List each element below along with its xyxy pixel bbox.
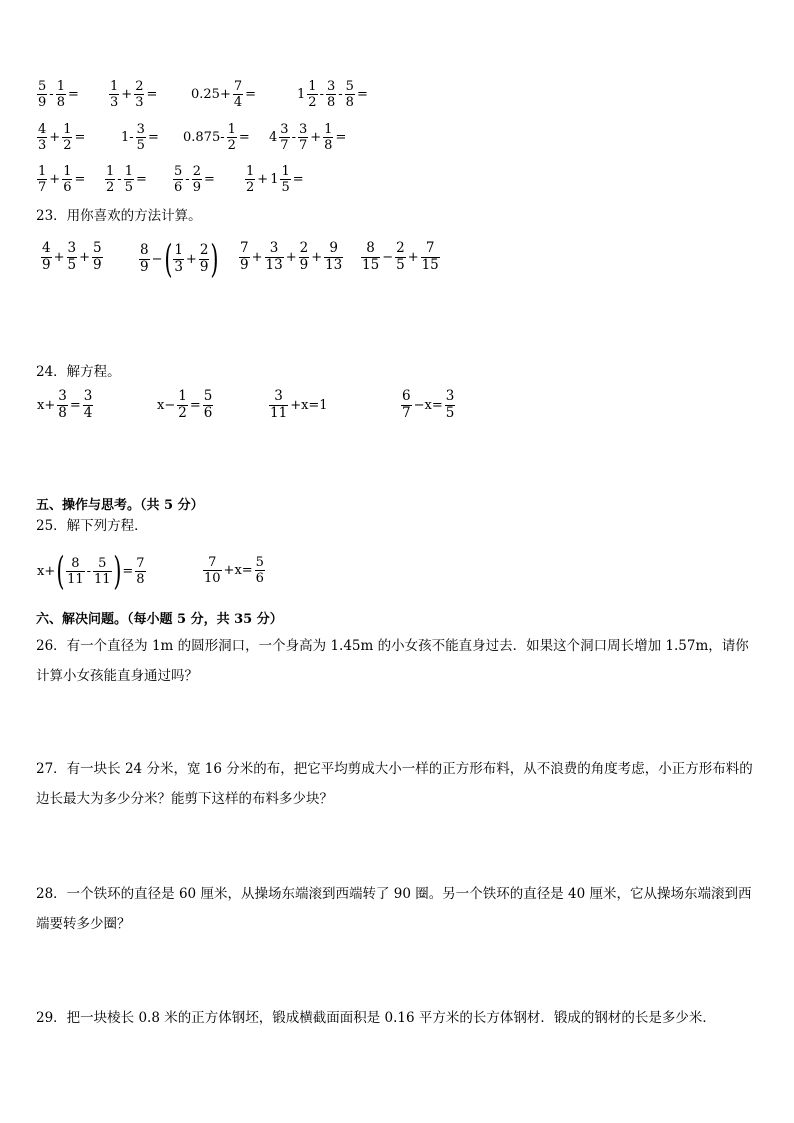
fraction [192,165,202,194]
calc-r1-2 [108,80,158,109]
operator: - [117,172,122,187]
denominator: 8 [58,404,67,421]
calc-r2-2 [120,123,160,152]
q24-equation-1 [36,390,94,420]
fraction [326,80,336,109]
operator: = [292,172,304,187]
numerator: 3 [298,122,308,137]
operator: − [151,251,163,267]
denominator: 2 [106,180,115,195]
numerator: 7 [136,555,145,571]
calc-r1-1 [36,80,80,109]
numerator: 1 [56,79,65,94]
denominator: 8 [345,95,354,110]
operator: = [67,87,79,102]
fraction [361,242,380,272]
denominator: 9 [93,256,102,273]
operator: + [49,130,61,145]
question-27: 27．有一块长 24 分米，宽 16 分米的布，把它平均剪成大小一样的正方形布料，从不浪费的角度考虑，小正方形布料的边长最大为多少分米？能剪下这样的布料多少块？ [36,761,753,807]
fraction [83,390,94,420]
fraction [109,80,119,109]
numerator: 3 [83,388,93,404]
fraction [280,165,290,194]
fraction [299,242,310,272]
operator: + [310,130,322,145]
denominator: 8 [56,95,65,110]
denominator: 13 [325,256,343,273]
numerator: 1 [110,79,119,94]
calc-r2-4 [268,123,347,152]
operator: = [147,130,159,145]
numerator: 7 [240,240,249,256]
numerator: 5 [98,555,107,571]
fraction [37,165,47,194]
numerator: 2 [199,242,209,258]
denominator: 9 [199,258,209,275]
numerator: 1 [174,242,183,258]
numerator: 8 [366,240,375,256]
numerator: 1 [178,388,187,404]
denominator: 6 [63,180,72,195]
numerator: 1 [63,122,72,137]
numerator: 3 [280,122,289,137]
fraction [324,242,343,272]
denominator: 3 [38,138,47,153]
fraction [67,242,78,272]
denominator: 5 [136,138,145,153]
operator: - [49,87,54,102]
q23-expr-2 [138,237,219,281]
numerator: 1 [63,164,72,179]
numerator: 3 [274,388,283,404]
denominator: 11 [94,571,111,587]
denominator: 6 [203,404,213,421]
operator: + [53,249,65,265]
denominator: 2 [227,138,236,153]
operator: + [257,172,269,187]
operator: 1 [270,172,279,187]
operator: = [245,87,257,102]
question-28: 28．一个铁环的直径是 60 厘米，从操场东端滚到西端转了 90 圈。另一个铁环的直径是 40 厘米，它从操场东端滚到西端要转多少圈？ [36,886,752,932]
fraction [233,80,243,109]
denominator: 2 [178,404,187,421]
denominator: 8 [324,138,333,153]
operator: − [382,249,394,265]
numerator: 3 [445,388,455,404]
numerator: 1 [38,164,47,179]
denominator: 15 [362,256,380,273]
numerator: 1 [227,122,236,137]
numerator: 5 [93,240,102,256]
numerator: 1 [281,164,290,179]
fraction [323,123,333,152]
numerator: 1 [106,164,115,179]
numerator: 1 [124,164,133,179]
operator: 0.25+ [191,87,231,102]
fraction [92,242,103,272]
numerator: 2 [299,240,309,256]
q24-equation-2 [156,390,214,420]
operator: + [185,251,197,267]
denominator: 8 [136,571,145,587]
operator: - [86,563,92,579]
q24-equation-4 [400,390,456,420]
denominator: 11 [270,404,288,421]
fraction [124,165,134,194]
denominator: 9 [192,180,201,195]
calc-r3-2 [104,165,148,194]
denominator: 9 [299,256,309,273]
numerator: 8 [140,242,149,258]
operator: 1 [297,87,306,102]
operator: x+ [37,397,56,413]
numerator: 7 [425,240,435,256]
numerator: 5 [174,164,183,179]
fraction [445,390,456,420]
operator: x− [157,397,176,413]
numerator: 6 [402,388,411,404]
fraction [265,242,284,272]
numerator: 2 [192,164,201,179]
numerator: 5 [38,79,47,94]
operator: = [69,397,81,413]
operator: + [49,172,61,187]
fraction [279,123,289,152]
denominator: 13 [265,256,283,273]
fraction [401,390,412,420]
calc-r3-3 [172,165,216,194]
denominator: 8 [326,95,336,110]
operator: = [122,563,134,579]
operator: +x=1 [290,397,328,413]
question-24-title: 24．解方程。 [36,364,121,380]
operator: = [74,130,86,145]
fraction [37,123,47,152]
fraction [203,390,214,420]
fraction [62,165,72,194]
denominator: 7 [402,404,411,421]
operator: 0.875- [183,130,225,145]
fraction [173,244,184,274]
q25-equation-1 [36,549,147,593]
operator: - [338,87,343,102]
operator: = [335,130,347,145]
numerator: 2 [396,240,405,256]
operator: 4 [269,130,278,145]
fraction [134,80,144,109]
operator: + [285,249,297,265]
denominator: 7 [280,138,289,153]
fraction [199,244,210,274]
operator: - [291,130,296,145]
denominator: 3 [135,95,144,110]
fraction [203,556,222,585]
numerator: 1 [324,122,333,137]
numerator: 3 [136,122,145,137]
q25-equation-2 [202,556,266,585]
left-paren: ( [163,237,172,281]
denominator: 9 [140,258,149,275]
denominator: 2 [63,138,72,153]
denominator: 5 [396,256,405,273]
operator: - [185,172,190,187]
calc-r2-3 [182,123,251,152]
question-23-title: 23．用你喜欢的方法计算。 [36,208,202,224]
right-paren: ) [210,237,219,281]
denominator: 5 [124,180,133,195]
denominator: 9 [38,95,47,110]
operator: + [311,249,323,265]
fraction [93,557,112,586]
operator: + [407,249,419,265]
numerator: 8 [71,555,80,571]
numerator: 3 [67,240,77,256]
calc-r3-1 [36,165,86,194]
fraction [136,123,146,152]
fraction [37,80,47,109]
calc-r1-4 [296,80,369,109]
denominator: 9 [240,256,249,273]
fraction [105,165,115,194]
calc-r1-3 [190,80,257,109]
q24-equation-3 [268,390,329,420]
right-paren: ) [112,549,122,593]
operator: = [74,172,86,187]
operator: +x= [223,563,253,578]
numerator: 5 [255,555,264,570]
fraction [421,242,440,272]
q23-expr-3 [238,242,344,272]
fraction [177,390,188,420]
denominator: 4 [83,404,93,421]
fraction [135,557,145,586]
fraction [239,242,250,272]
operator: = [189,397,201,413]
question-25-title: 25．解下列方程． [36,518,148,534]
denominator: 2 [246,180,255,195]
denominator: 9 [42,256,51,273]
numerator: 3 [58,388,67,404]
fraction [245,165,255,194]
denominator: 6 [255,571,264,586]
denominator: 11 [67,571,84,587]
operator: + [251,249,263,265]
numerator: 9 [329,240,338,256]
denominator: 5 [67,256,77,273]
operator: - [319,87,324,102]
fraction [62,123,72,152]
operator: 1- [121,130,134,145]
section-5-heading: 五、操作与思考。（共 5 分） [36,498,204,513]
fraction [173,165,183,194]
fraction [269,390,288,420]
numerator: 7 [208,555,217,570]
denominator: 15 [421,256,439,273]
numerator: 5 [203,388,213,404]
numerator: 3 [326,79,336,94]
operator: x+ [37,563,56,579]
calc-r3-4 [244,165,305,194]
question-29: 29．把一块棱长 0.8 米的正方体钢坯，锻成横截面面积是 0.16 平方米的长方体钢材．锻成的钢材的长是多少米． [36,1010,716,1026]
fraction [255,556,265,585]
denominator: 5 [445,404,455,421]
numerator: 2 [135,79,144,94]
numerator: 1 [246,164,255,179]
denominator: 3 [110,95,119,110]
calc-r2-1 [36,123,86,152]
operator: = [146,87,158,102]
operator: = [238,130,250,145]
denominator: 5 [281,180,290,195]
numerator: 4 [42,240,51,256]
operator: + [121,87,133,102]
numerator: 5 [345,79,354,94]
denominator: 7 [298,138,308,153]
fraction [56,80,66,109]
left-paren: ( [56,549,65,593]
fraction [41,242,52,272]
fraction [307,80,317,109]
fraction [57,390,68,420]
operator: = [356,87,368,102]
fraction [227,123,237,152]
q23-expr-1 [40,242,104,272]
operator: −x= [413,397,443,413]
q23-expr-4 [360,242,441,272]
fraction [139,244,150,274]
fraction [66,557,85,586]
fraction [395,242,406,272]
denominator: 4 [233,95,243,110]
question-26: 26．有一个直径为 1m 的圆形洞口，一个身高为 1.45m 的小女孩不能直身过去．如果这个洞口周长增加 1.57m，请你计算小女孩能直身通过吗？ [36,638,749,684]
numerator: 4 [38,122,47,137]
numerator: 1 [308,79,317,94]
denominator: 3 [174,258,183,275]
denominator: 7 [38,180,47,195]
operator: + [79,249,90,265]
fraction [298,123,308,152]
operator: = [203,172,215,187]
denominator: 10 [204,571,221,586]
numerator: 7 [233,79,243,94]
numerator: 3 [269,240,279,256]
denominator: 6 [174,180,183,195]
fraction [345,80,355,109]
denominator: 2 [308,95,317,110]
section-6-heading: 六、解决问题。（每小题 5 分，共 35 分） [36,612,283,627]
operator: = [135,172,147,187]
